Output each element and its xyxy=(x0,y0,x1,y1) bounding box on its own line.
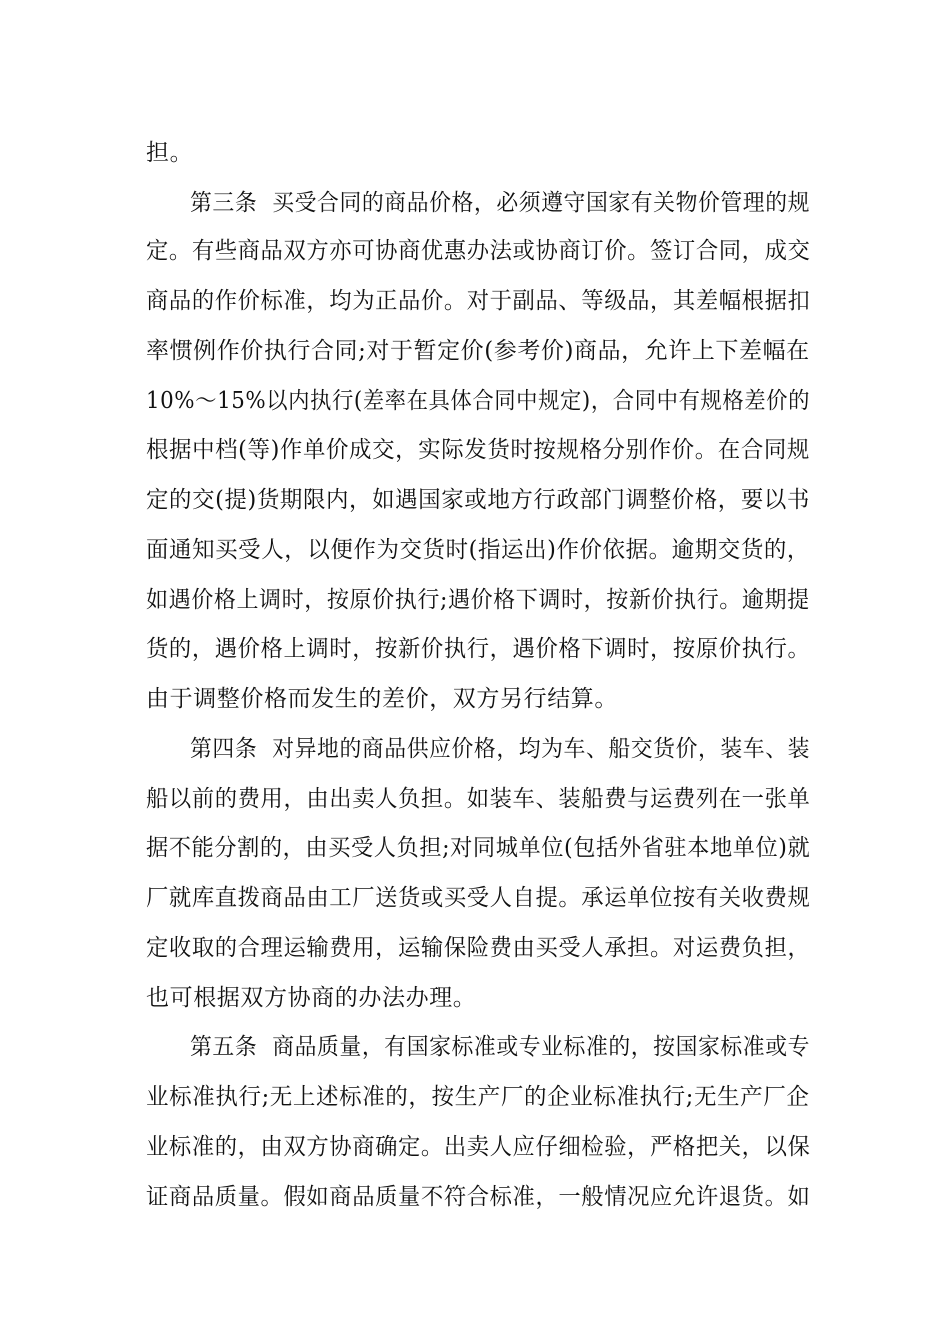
text-line: 业标准执行;无上述标准的，按生产厂的企业标准执行;无生产厂企 xyxy=(146,1084,810,1110)
text-line-article-4: 第四条 对异地的商品供应价格，均为车、船交货价，装车、装 xyxy=(190,736,811,762)
text-line: 定收取的合理运输费用，运输保险费由买受人承担。对运费负担， xyxy=(146,935,811,961)
text-line: 面通知买受人，以便作为交货时(指运出)作价依据。逾期交货的， xyxy=(146,537,810,563)
text-line: 船以前的费用，由出卖人负担。如装车、装船费与运费列在一张单 xyxy=(146,786,811,812)
text-line: 率惯例作价执行合同;对于暂定价(参考价)商品，允许上下差幅在 xyxy=(146,338,810,364)
text-line: 10%～15%以内执行(差率在具体合同中规定)，合同中有规格差价的 xyxy=(146,388,810,414)
text-line: 定。有些商品双方亦可协商优惠办法或协商订价。签订合同，成交 xyxy=(146,238,811,264)
text-line-article-5: 第五条 商品质量，有国家标准或专业标准的，按国家标准或专 xyxy=(190,1034,811,1060)
text-line: 根据中档(等)作单价成交，实际发货时按规格分别作价。在合同规 xyxy=(146,437,810,463)
text-line: 货的，遇价格上调时，按新价执行，遇价格下调时，按原价执行。 xyxy=(146,636,811,662)
text-line: 业标准的，由双方协商确定。出卖人应仔细检验，严格把关，以保 xyxy=(146,1134,811,1160)
text-line: 担。 xyxy=(146,140,194,166)
text-line: 定的交(提)货期限内，如遇国家或地方行政部门调整价格，要以书 xyxy=(146,487,810,513)
text-line: 也可根据双方协商的办法办理。 xyxy=(146,985,477,1011)
text-line: 如遇价格上调时，按原价执行;遇价格下调时，按新价执行。逾期提 xyxy=(146,587,810,613)
text-line: 厂就库直拨商品由工厂送货或买受人自提。承运单位按有关收费规 xyxy=(146,885,811,911)
text-line-article-3: 第三条 买受合同的商品价格，必须遵守国家有关物价管理的规 xyxy=(190,190,811,216)
text-line: 证商品质量。假如商品质量不符合标准，一般情况应允许退货。如 xyxy=(146,1184,811,1210)
text-line: 由于调整价格而发生的差价，双方另行结算。 xyxy=(146,686,618,712)
text-line: 商品的作价标准，均为正品价。对于副品、等级品，其差幅根据扣 xyxy=(146,288,811,314)
text-line: 据不能分割的，由买受人负担;对同城单位(包括外省驻本地单位)就 xyxy=(146,835,811,861)
